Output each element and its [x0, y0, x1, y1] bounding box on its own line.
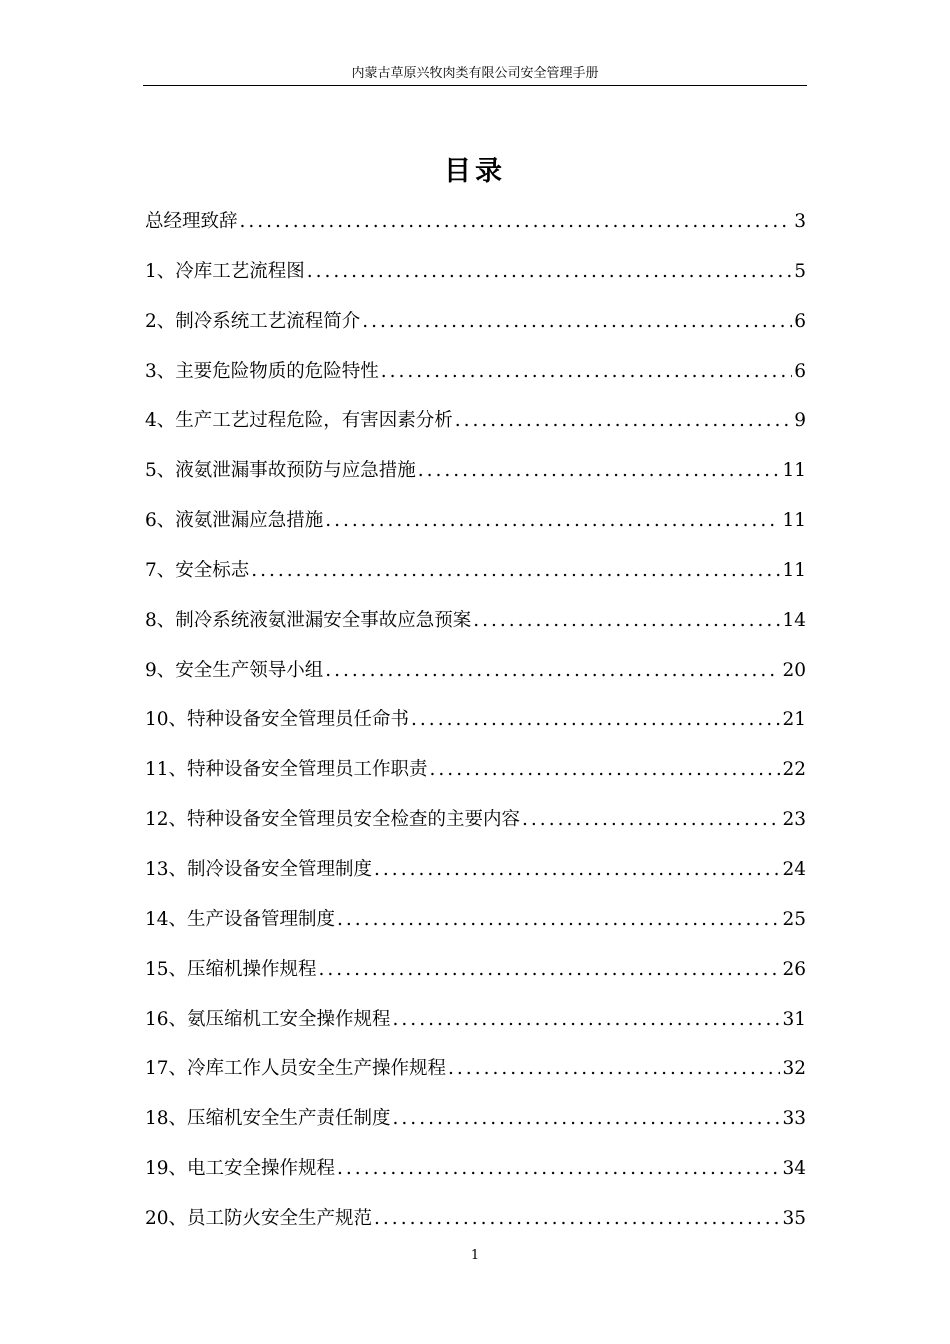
toc-leader-dots	[430, 748, 781, 792]
toc-entry[interactable]	[145, 449, 806, 499]
toc-entry[interactable]	[145, 200, 806, 250]
toc-leader-dots	[240, 200, 793, 244]
toc-entry[interactable]	[145, 898, 806, 948]
toc-entry[interactable]	[145, 1147, 806, 1197]
toc-entry-label: 18、压缩机安全生产责任制度	[145, 1108, 391, 1130]
toc-leader-dots	[522, 798, 780, 842]
page-title: 目录	[444, 156, 506, 187]
toc-entry-page: 22	[782, 759, 806, 781]
toc-leader-dots	[381, 350, 792, 394]
toc-entry-label: 6、液氨泄漏应急措施	[145, 510, 324, 532]
toc-entry-label: 15、压缩机操作规程	[145, 958, 317, 980]
toc-entry-page: 6	[794, 360, 806, 382]
toc-leader-dots	[418, 449, 781, 493]
toc-leader-dots	[393, 1097, 781, 1141]
toc-entry-page: 6	[794, 310, 806, 332]
toc-entry-label: 2、制冷系统工艺流程简介	[145, 310, 361, 332]
toc-entry-page: 25	[782, 908, 806, 930]
toc-leader-dots	[473, 599, 780, 643]
page-number: 1	[470, 1248, 480, 1263]
toc-entry-page: 21	[782, 709, 806, 731]
table-of-contents	[145, 200, 806, 1247]
toc-entry[interactable]	[145, 798, 806, 848]
running-header: 内蒙古草原兴牧肉类有限公司安全管理手册	[351, 66, 599, 81]
toc-entry-page: 14	[782, 609, 806, 631]
toc-entry-label: 14、生产设备管理制度	[145, 908, 336, 930]
toc-entry-label: 总经理致辞	[145, 211, 238, 232]
toc-entry-label: 9、安全生产领导小组	[145, 659, 324, 681]
toc-leader-dots	[374, 848, 780, 892]
toc-entry[interactable]	[145, 649, 806, 699]
toc-entry[interactable]	[145, 1097, 806, 1147]
toc-entry[interactable]	[145, 599, 806, 649]
toc-entry-page: 33	[782, 1108, 806, 1130]
toc-entry-label: 8、制冷系统液氨泄漏安全事故应急预案	[145, 609, 472, 631]
toc-entry[interactable]	[145, 399, 806, 449]
toc-entry-page: 23	[782, 809, 806, 831]
toc-leader-dots	[337, 1147, 780, 1191]
toc-leader-dots	[307, 250, 792, 294]
toc-entry-page: 9	[794, 410, 806, 432]
toc-entry[interactable]	[145, 250, 806, 300]
toc-entry[interactable]	[145, 948, 806, 998]
toc-entry-label: 17、冷库工作人员安全生产操作规程	[145, 1058, 447, 1080]
toc-leader-dots	[325, 499, 780, 543]
toc-entry-page: 11	[782, 510, 806, 532]
toc-entry-label: 12、特种设备安全管理员安全检查的主要内容	[145, 809, 521, 831]
toc-leader-dots	[455, 399, 792, 443]
toc-entry-page: 3	[794, 211, 806, 232]
toc-entry-page: 24	[782, 858, 806, 880]
toc-entry[interactable]	[145, 499, 806, 549]
toc-entry-page: 32	[782, 1058, 806, 1080]
toc-leader-dots	[325, 649, 780, 693]
toc-entry-page: 20	[782, 659, 806, 681]
toc-leader-dots	[448, 1047, 780, 1091]
toc-leader-dots	[374, 1197, 780, 1241]
toc-entry-label: 20、员工防火安全生产规范	[145, 1207, 373, 1229]
toc-entry-page: 31	[782, 1008, 806, 1030]
toc-entry[interactable]	[145, 1197, 806, 1247]
toc-entry[interactable]	[145, 998, 806, 1048]
toc-entry[interactable]	[145, 848, 806, 898]
toc-entry[interactable]	[145, 300, 806, 350]
toc-leader-dots	[411, 698, 780, 742]
toc-entry-label: 3、主要危险物质的危险特性	[145, 360, 379, 382]
toc-entry-page: 5	[794, 260, 806, 282]
toc-entry-label: 10、特种设备安全管理员任命书	[145, 709, 410, 731]
toc-entry[interactable]	[145, 1047, 806, 1097]
toc-entry[interactable]	[145, 748, 806, 798]
toc-entry-label: 4、生产工艺过程危险，有害因素分析	[145, 410, 453, 432]
toc-entry[interactable]	[145, 350, 806, 400]
toc-entry-label: 16、氨压缩机工安全操作规程	[145, 1008, 391, 1030]
toc-leader-dots	[251, 549, 780, 593]
toc-entry[interactable]	[145, 549, 806, 599]
toc-entry-page: 26	[782, 958, 806, 980]
toc-entry-label: 1、冷库工艺流程图	[145, 260, 305, 282]
toc-entry[interactable]	[145, 698, 806, 748]
header-divider	[143, 85, 807, 86]
toc-entry-label: 7、安全标志	[145, 559, 250, 581]
toc-entry-label: 13、制冷设备安全管理制度	[145, 858, 373, 880]
toc-entry-label: 19、电工安全操作规程	[145, 1158, 336, 1180]
toc-entry-page: 11	[782, 559, 806, 581]
toc-leader-dots	[362, 300, 792, 344]
toc-leader-dots	[319, 948, 781, 992]
toc-leader-dots	[393, 998, 781, 1042]
toc-leader-dots	[337, 898, 780, 942]
toc-entry-label: 5、液氨泄漏事故预防与应急措施	[145, 460, 416, 482]
toc-entry-page: 35	[782, 1207, 806, 1229]
toc-entry-page: 11	[782, 460, 806, 482]
toc-entry-page: 34	[782, 1158, 806, 1180]
toc-entry-label: 11、特种设备安全管理员工作职责	[145, 759, 428, 781]
